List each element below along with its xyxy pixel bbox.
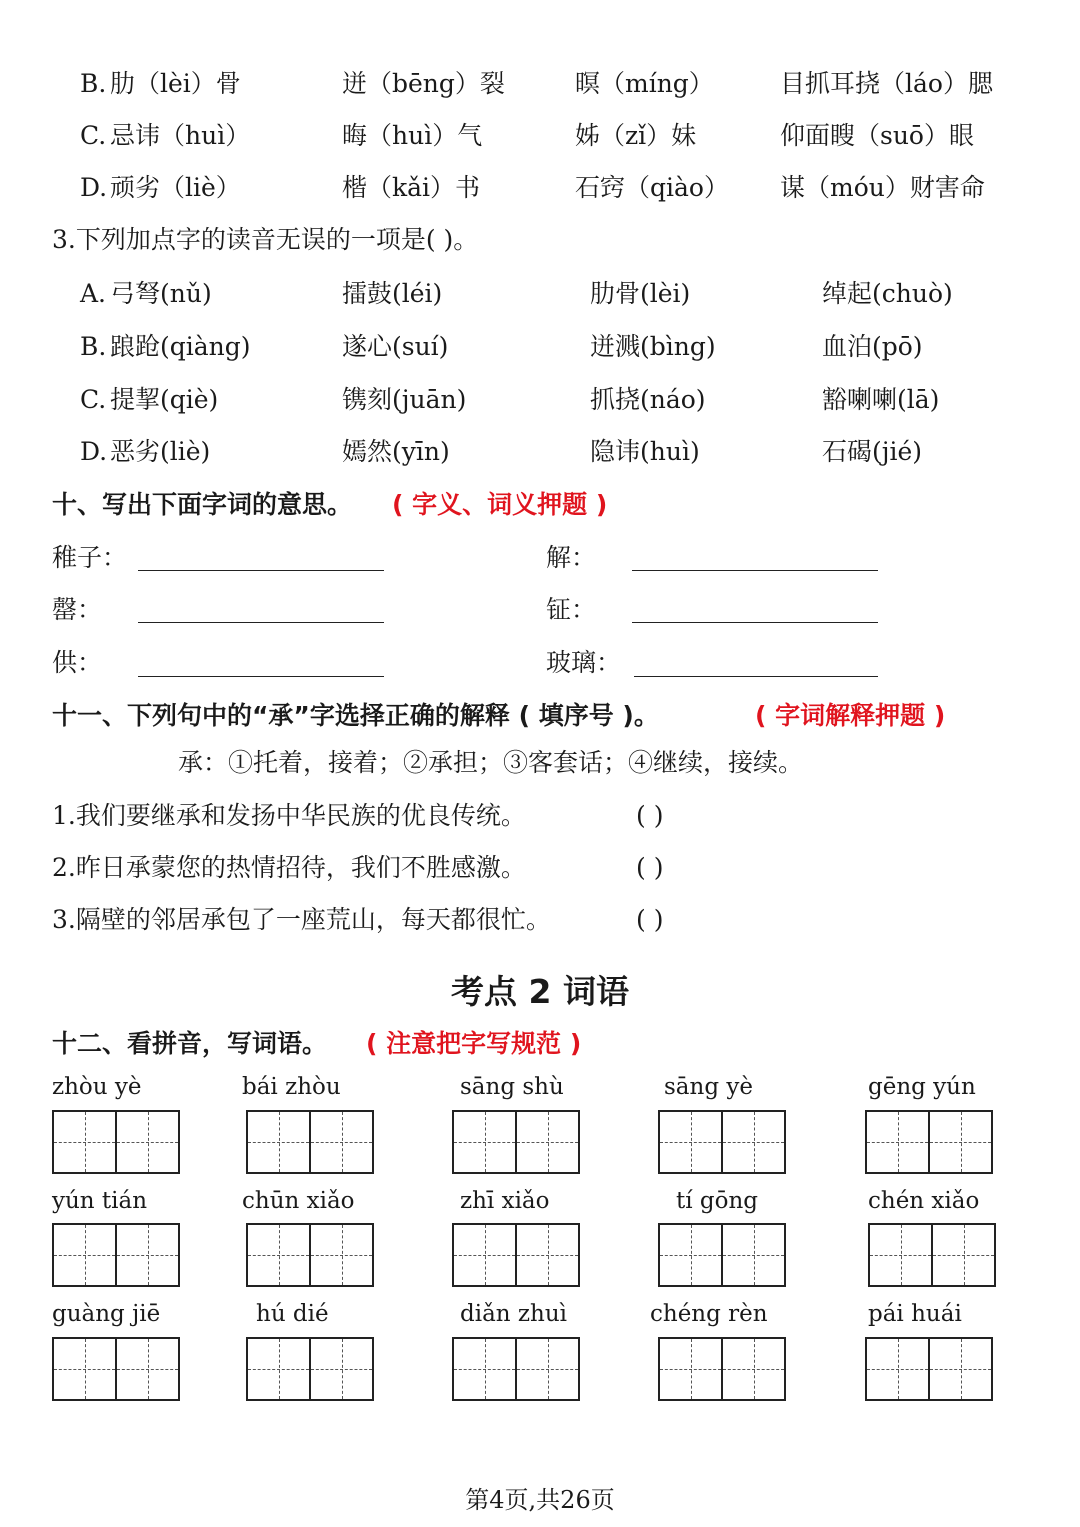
q3-option-a <box>0 274 1080 314</box>
option-item: 镌刻(juān) <box>342 385 467 414</box>
q2-option-b <box>0 64 1080 104</box>
answer-line[interactable] <box>138 570 384 571</box>
meaning-term: 稚子： <box>52 543 128 572</box>
section-heading: 十、写出下面字词的意思。 <box>52 490 353 519</box>
sentence-item <box>0 796 1080 836</box>
writing-box[interactable] <box>658 1223 786 1287</box>
writing-box[interactable] <box>452 1337 580 1401</box>
pinyin-label: diǎn zhuì <box>460 1301 568 1327</box>
option-label: C. <box>80 121 107 150</box>
writing-box[interactable] <box>452 1110 580 1174</box>
page-number: 第4页,共26页 <box>465 1486 615 1514</box>
option-label: A. <box>80 279 107 308</box>
meaning-term: 罄： <box>52 595 103 624</box>
option-label: D. <box>80 173 108 202</box>
pinyin-label: chūn xiǎo <box>242 1188 355 1214</box>
answer-line[interactable] <box>138 676 384 677</box>
option-item: 肋骨(lèi) <box>590 279 691 308</box>
answer-blank[interactable]: ( ) <box>636 905 664 934</box>
section-tag: ( 字词解释押题 ) <box>755 701 946 730</box>
meaning-term: 钲： <box>546 595 597 624</box>
sentence-text: 3.隔壁的邻居承包了一座荒山，每天都很忙。 <box>52 905 551 934</box>
option-item: 顽劣（liè） <box>110 173 241 202</box>
meaning-term: 解： <box>546 543 597 572</box>
option-label: B. <box>80 69 107 98</box>
pinyin-label: chéng rèn <box>650 1301 768 1327</box>
option-item: 提挈(qiè) <box>110 385 219 414</box>
option-item: 豁喇喇(lā) <box>822 385 940 414</box>
pinyin-label: zhī xiǎo <box>460 1188 550 1214</box>
option-item: 绰起(chuò) <box>822 279 953 308</box>
sentence-item <box>0 900 1080 940</box>
pinyin-label: hú dié <box>256 1301 329 1327</box>
option-item: 晦（huì）气 <box>342 121 483 150</box>
section-tag: ( 字义、词义押题 ) <box>392 490 608 519</box>
writing-box[interactable] <box>868 1223 996 1287</box>
option-item: 嫣然(yīn) <box>342 437 450 466</box>
answer-blank[interactable]: ( ) <box>636 853 664 882</box>
section-heading: 十一、下列句中的“承”字选择正确的解释 ( 填序号 )。 <box>52 701 659 730</box>
writing-box[interactable] <box>52 1223 180 1287</box>
option-label: D. <box>80 437 108 466</box>
writing-box[interactable] <box>865 1110 993 1174</box>
writing-box[interactable] <box>865 1337 993 1401</box>
sentence-text: 1.我们要继承和发扬中华民族的优良传统。 <box>52 801 526 830</box>
answer-line[interactable] <box>632 570 878 571</box>
option-item: 遂心(suí) <box>342 332 449 361</box>
option-item: 仰面瞍（suō）眼 <box>780 121 974 150</box>
option-label: B. <box>80 332 107 361</box>
answer-line[interactable] <box>634 676 878 677</box>
option-item: 忌讳（huì） <box>110 121 251 150</box>
option-item: 迸（bēng）裂 <box>342 69 505 98</box>
q3-option-d <box>0 432 1080 472</box>
option-item: 恶劣(liè) <box>110 437 211 466</box>
answer-line[interactable] <box>632 622 878 623</box>
sentence-text: 2.昨日承蒙您的热情招待，我们不胜感激。 <box>52 853 526 882</box>
section-10-heading <box>0 485 1080 525</box>
writing-box[interactable] <box>658 1337 786 1401</box>
option-item: 血泊(pō) <box>822 332 923 361</box>
definition-text: 承：①托着，接着；②承担；③客套话；④继续，接续。 <box>178 748 804 777</box>
pinyin-label: guàng jiē <box>52 1301 161 1327</box>
question-text: 3.下列加点字的读音无误的一项是( )。 <box>52 225 479 254</box>
meaning-term: 供： <box>52 648 103 677</box>
option-item: 肋（lèi）骨 <box>110 69 241 98</box>
q3-option-c <box>0 380 1080 420</box>
definition-line <box>0 743 1080 783</box>
option-label: C. <box>80 385 107 414</box>
q3-question <box>0 220 1080 260</box>
writing-box[interactable] <box>658 1110 786 1174</box>
answer-blank[interactable]: ( ) <box>636 801 664 830</box>
pinyin-label: pái huái <box>868 1301 962 1327</box>
pinyin-label: yún tián <box>52 1188 148 1214</box>
option-item: 抓挠(náo) <box>590 385 706 414</box>
option-item: 石窍（qiào） <box>575 173 729 202</box>
pinyin-label: chén xiǎo <box>868 1188 980 1214</box>
q2-option-d <box>0 168 1080 208</box>
option-item: 隐讳(huì) <box>590 437 700 466</box>
section-heading: 十二、看拼音，写词语。 <box>52 1029 328 1058</box>
option-item: 楷（kǎi）书 <box>342 173 481 202</box>
answer-line[interactable] <box>138 622 384 623</box>
pinyin-label: sāng yè <box>664 1074 753 1100</box>
option-item: 迸溅(bìng) <box>590 332 716 361</box>
option-item: 姊（zǐ）妹 <box>575 121 697 150</box>
option-item: 目抓耳挠（láo）腮 <box>780 69 993 98</box>
meaning-term: 玻璃： <box>546 648 622 677</box>
option-item: 谋（móu）财害命 <box>780 173 985 202</box>
writing-box[interactable] <box>246 1223 374 1287</box>
option-item: 踉跄(qiàng) <box>110 332 251 361</box>
pinyin-label: zhòu yè <box>52 1074 142 1100</box>
kaodian-title: 考点 2 词语 <box>451 972 629 1011</box>
writing-box[interactable] <box>52 1110 180 1174</box>
pinyin-label: tí gōng <box>676 1188 759 1214</box>
writing-box[interactable] <box>452 1223 580 1287</box>
q2-option-c <box>0 116 1080 156</box>
option-item: 石碣(jié) <box>822 437 923 466</box>
pinyin-label: sāng shù <box>460 1074 564 1100</box>
section-11-heading <box>0 696 1080 736</box>
option-item: 暝（míng） <box>575 69 714 98</box>
option-item: 弓弩(nǔ) <box>110 279 212 308</box>
pinyin-label: gēng yún <box>868 1074 976 1100</box>
section-12-heading <box>0 1024 1080 1064</box>
option-item: 擂鼓(léi) <box>342 279 443 308</box>
sentence-item <box>0 848 1080 888</box>
section-tag: ( 注意把字写规范 ) <box>366 1029 582 1058</box>
writing-box[interactable] <box>246 1110 374 1174</box>
writing-box[interactable] <box>246 1337 374 1401</box>
writing-box[interactable] <box>52 1337 180 1401</box>
pinyin-label: bái zhòu <box>242 1074 341 1100</box>
q3-option-b <box>0 327 1080 367</box>
